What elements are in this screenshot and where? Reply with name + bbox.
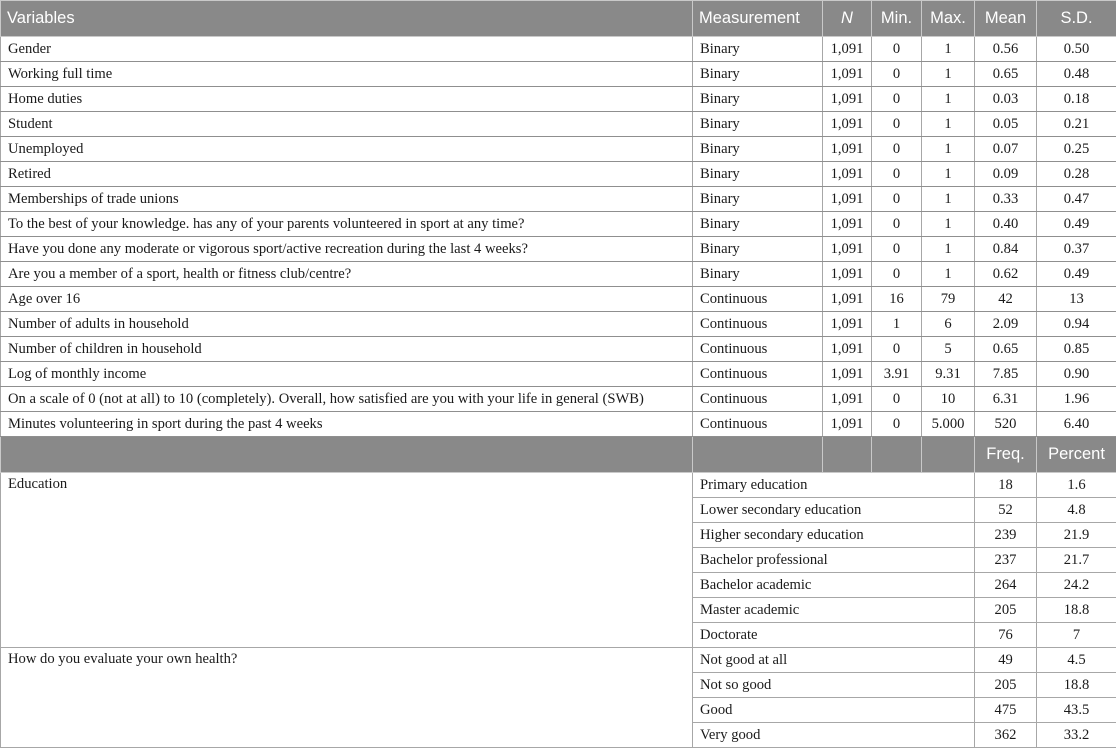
mean-cell: 0.84 — [975, 237, 1037, 262]
continuous-variables-body — [1, 37, 1116, 437]
measurement-cell: Binary — [693, 87, 823, 112]
max-cell: 5 — [922, 337, 975, 362]
min-cell: 0 — [872, 237, 922, 262]
table-row — [1, 387, 1116, 412]
n-cell: 1,091 — [823, 212, 872, 237]
table-header-row — [1, 1, 1116, 37]
variable-cell: Unemployed — [1, 137, 693, 162]
table-row — [1, 262, 1116, 287]
header-measurement: Measurement — [693, 1, 823, 37]
header-blank-1 — [1, 437, 693, 473]
sd-cell: 0.37 — [1037, 237, 1116, 262]
percent-cell: 18.8 — [1037, 598, 1116, 623]
variable-cell: On a scale of 0 (not at all) to 10 (completely). Overall, how satisfied are you with your life in general (SWB) — [1, 387, 693, 412]
freq-cell: 362 — [975, 723, 1037, 748]
header-blank-3 — [823, 437, 872, 473]
header-blank-2 — [693, 437, 823, 473]
variable-cell: Age over 16 — [1, 287, 693, 312]
categorical-variable-cell: Education — [1, 473, 693, 648]
sd-cell: 0.47 — [1037, 187, 1116, 212]
min-cell: 0 — [872, 412, 922, 437]
freq-cell: 76 — [975, 623, 1037, 648]
freq-cell: 264 — [975, 573, 1037, 598]
max-cell: 1 — [922, 187, 975, 212]
category-label-cell: Not good at all — [693, 648, 975, 673]
table-row — [1, 287, 1116, 312]
table-row — [1, 362, 1116, 387]
freq-cell: 239 — [975, 523, 1037, 548]
max-cell: 1 — [922, 212, 975, 237]
max-cell: 9.31 — [922, 362, 975, 387]
n-cell: 1,091 — [823, 262, 872, 287]
variable-cell: Number of children in household — [1, 337, 693, 362]
percent-cell: 43.5 — [1037, 698, 1116, 723]
variable-cell: Minutes volunteering in sport during the past 4 weeks — [1, 412, 693, 437]
mean-cell: 7.85 — [975, 362, 1037, 387]
max-cell: 1 — [922, 62, 975, 87]
variable-cell: Log of monthly income — [1, 362, 693, 387]
mean-cell: 0.56 — [975, 37, 1037, 62]
measurement-cell: Binary — [693, 262, 823, 287]
freq-cell: 205 — [975, 598, 1037, 623]
table-row — [1, 187, 1116, 212]
sd-cell: 0.90 — [1037, 362, 1116, 387]
measurement-cell: Continuous — [693, 287, 823, 312]
min-cell: 0 — [872, 337, 922, 362]
min-cell: 0 — [872, 137, 922, 162]
max-cell: 1 — [922, 87, 975, 112]
measurement-cell: Continuous — [693, 312, 823, 337]
categorical-variables-body — [1, 473, 1116, 748]
max-cell: 10 — [922, 387, 975, 412]
n-cell: 1,091 — [823, 137, 872, 162]
max-cell: 1 — [922, 162, 975, 187]
table-row — [1, 137, 1116, 162]
table-row — [1, 212, 1116, 237]
variable-cell: Home duties — [1, 87, 693, 112]
variable-cell: Number of adults in household — [1, 312, 693, 337]
percent-cell: 24.2 — [1037, 573, 1116, 598]
percent-cell: 21.9 — [1037, 523, 1116, 548]
percent-cell: 7 — [1037, 623, 1116, 648]
table-row — [1, 312, 1116, 337]
percent-cell: 18.8 — [1037, 673, 1116, 698]
mean-cell: 0.65 — [975, 62, 1037, 87]
mean-cell: 0.05 — [975, 112, 1037, 137]
mean-cell: 0.07 — [975, 137, 1037, 162]
sd-cell: 0.18 — [1037, 87, 1116, 112]
mean-cell: 0.62 — [975, 262, 1037, 287]
table-row — [1, 337, 1116, 362]
measurement-cell: Binary — [693, 137, 823, 162]
variable-cell: Working full time — [1, 62, 693, 87]
freq-cell: 237 — [975, 548, 1037, 573]
frequency-row — [1, 473, 1116, 498]
n-cell: 1,091 — [823, 362, 872, 387]
mean-cell: 0.65 — [975, 337, 1037, 362]
mean-cell: 0.33 — [975, 187, 1037, 212]
header-max: Max. — [922, 1, 975, 37]
min-cell: 0 — [872, 87, 922, 112]
table-row — [1, 112, 1116, 137]
min-cell: 0 — [872, 387, 922, 412]
sd-cell: 6.40 — [1037, 412, 1116, 437]
min-cell: 0 — [872, 212, 922, 237]
category-label-cell: Doctorate — [693, 623, 975, 648]
measurement-cell: Binary — [693, 37, 823, 62]
n-cell: 1,091 — [823, 387, 872, 412]
category-label-cell: Bachelor professional — [693, 548, 975, 573]
freq-cell: 205 — [975, 673, 1037, 698]
category-label-cell: Master academic — [693, 598, 975, 623]
min-cell: 0 — [872, 62, 922, 87]
measurement-cell: Binary — [693, 212, 823, 237]
category-label-cell: Very good — [693, 723, 975, 748]
max-cell: 1 — [922, 37, 975, 62]
header-sd: S.D. — [1037, 1, 1116, 37]
category-label-cell: Higher secondary education — [693, 523, 975, 548]
n-cell: 1,091 — [823, 62, 872, 87]
max-cell: 1 — [922, 262, 975, 287]
category-label-cell: Good — [693, 698, 975, 723]
table-row — [1, 87, 1116, 112]
min-cell: 0 — [872, 37, 922, 62]
header-min: Min. — [872, 1, 922, 37]
variable-cell: Student — [1, 112, 693, 137]
sd-cell: 0.85 — [1037, 337, 1116, 362]
sd-cell: 0.25 — [1037, 137, 1116, 162]
header-freq: Freq. — [975, 437, 1037, 473]
category-label-cell: Bachelor academic — [693, 573, 975, 598]
min-cell: 3.91 — [872, 362, 922, 387]
variable-cell: Have you done any moderate or vigorous sport/active recreation during the last 4 weeks? — [1, 237, 693, 262]
table-row — [1, 412, 1116, 437]
category-label-cell: Lower secondary education — [693, 498, 975, 523]
table-row — [1, 62, 1116, 87]
n-cell: 1,091 — [823, 312, 872, 337]
freq-cell: 49 — [975, 648, 1037, 673]
max-cell: 6 — [922, 312, 975, 337]
measurement-cell: Binary — [693, 187, 823, 212]
measurement-cell: Binary — [693, 162, 823, 187]
n-cell: 1,091 — [823, 237, 872, 262]
sd-cell: 0.94 — [1037, 312, 1116, 337]
min-cell: 0 — [872, 262, 922, 287]
header-percent: Percent — [1037, 437, 1116, 473]
measurement-cell: Continuous — [693, 387, 823, 412]
max-cell: 79 — [922, 287, 975, 312]
sd-cell: 1.96 — [1037, 387, 1116, 412]
mean-cell: 520 — [975, 412, 1037, 437]
freq-cell: 475 — [975, 698, 1037, 723]
mean-cell: 42 — [975, 287, 1037, 312]
min-cell: 0 — [872, 162, 922, 187]
mean-cell: 0.03 — [975, 87, 1037, 112]
percent-cell: 4.5 — [1037, 648, 1116, 673]
mean-cell: 6.31 — [975, 387, 1037, 412]
max-cell: 5.000 — [922, 412, 975, 437]
variable-cell: Gender — [1, 37, 693, 62]
n-cell: 1,091 — [823, 412, 872, 437]
freq-cell: 52 — [975, 498, 1037, 523]
max-cell: 1 — [922, 112, 975, 137]
measurement-cell: Binary — [693, 62, 823, 87]
header-mean: Mean — [975, 1, 1037, 37]
percent-cell: 21.7 — [1037, 548, 1116, 573]
table-row — [1, 237, 1116, 262]
sd-cell: 0.50 — [1037, 37, 1116, 62]
n-cell: 1,091 — [823, 187, 872, 212]
sd-cell: 0.49 — [1037, 212, 1116, 237]
category-label-cell: Primary education — [693, 473, 975, 498]
header-blank-5 — [922, 437, 975, 473]
sd-cell: 13 — [1037, 287, 1116, 312]
max-cell: 1 — [922, 137, 975, 162]
variable-cell: Retired — [1, 162, 693, 187]
measurement-cell: Continuous — [693, 337, 823, 362]
header-n: N — [823, 1, 872, 37]
min-cell: 16 — [872, 287, 922, 312]
sd-cell: 0.49 — [1037, 262, 1116, 287]
frequency-header-row — [1, 437, 1116, 473]
measurement-cell: Binary — [693, 237, 823, 262]
n-cell: 1,091 — [823, 112, 872, 137]
categorical-variable-cell: How do you evaluate your own health? — [1, 648, 693, 748]
n-cell: 1,091 — [823, 287, 872, 312]
mean-cell: 0.09 — [975, 162, 1037, 187]
min-cell: 0 — [872, 187, 922, 212]
header-blank-4 — [872, 437, 922, 473]
mean-cell: 2.09 — [975, 312, 1037, 337]
percent-cell: 33.2 — [1037, 723, 1116, 748]
measurement-cell: Continuous — [693, 412, 823, 437]
n-cell: 1,091 — [823, 162, 872, 187]
max-cell: 1 — [922, 237, 975, 262]
variable-cell: To the best of your knowledge. has any of your parents volunteered in sport at any time? — [1, 212, 693, 237]
n-cell: 1,091 — [823, 37, 872, 62]
freq-cell: 18 — [975, 473, 1037, 498]
percent-cell: 1.6 — [1037, 473, 1116, 498]
min-cell: 1 — [872, 312, 922, 337]
table-row — [1, 37, 1116, 62]
min-cell: 0 — [872, 112, 922, 137]
n-cell: 1,091 — [823, 87, 872, 112]
sd-cell: 0.21 — [1037, 112, 1116, 137]
frequency-row — [1, 648, 1116, 673]
percent-cell: 4.8 — [1037, 498, 1116, 523]
variable-cell: Are you a member of a sport, health or fitness club/centre? — [1, 262, 693, 287]
measurement-cell: Binary — [693, 112, 823, 137]
measurement-cell: Continuous — [693, 362, 823, 387]
n-cell: 1,091 — [823, 337, 872, 362]
variable-cell: Memberships of trade unions — [1, 187, 693, 212]
sd-cell: 0.48 — [1037, 62, 1116, 87]
category-label-cell: Not so good — [693, 673, 975, 698]
sd-cell: 0.28 — [1037, 162, 1116, 187]
header-variables: Variables — [1, 1, 693, 37]
mean-cell: 0.40 — [975, 212, 1037, 237]
table-row — [1, 162, 1116, 187]
